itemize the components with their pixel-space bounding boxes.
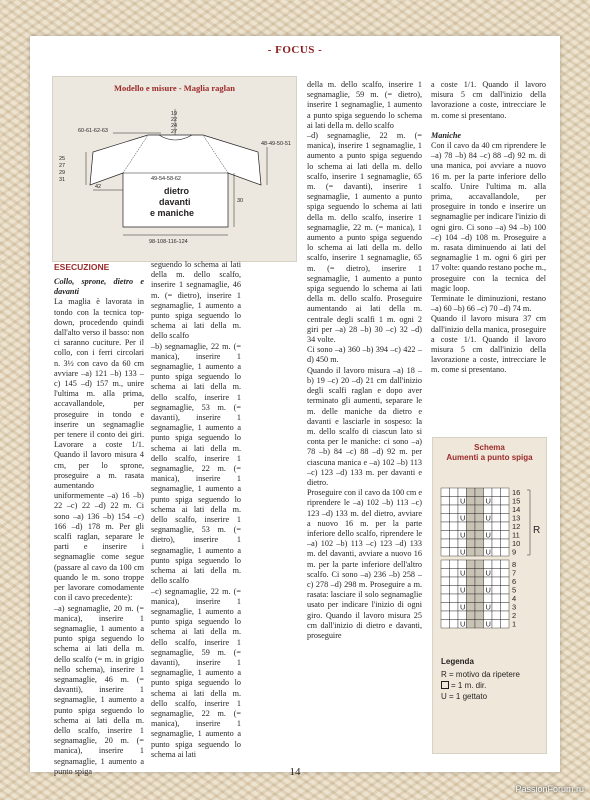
chart-cell xyxy=(475,603,484,612)
yarnover-mark: U xyxy=(485,602,491,612)
row-number: 10 xyxy=(512,539,521,548)
chart-cell xyxy=(458,539,467,548)
chart-cell xyxy=(450,620,459,629)
chart-cell xyxy=(450,505,459,514)
chart-cell xyxy=(501,620,510,629)
chart-cell xyxy=(475,539,484,548)
chart-cell xyxy=(475,594,484,603)
yarnover-mark: U xyxy=(485,619,491,629)
column-3-text: della m. dello scalfo, inserire 1 segnamaglie, 59 m. (= dietro), inserire 1 segnamaglie, 1 aumento a punto spiga seguendo lo schema ai lati della m. dello scalfo –d) segnamaglie, 22 m. (= manica), inserire 1 segnamaglie, 1 aumento a punto spiga seguendo lo schema ai lati della m. dello scalfo, inserire 1 segnamaglie, 65 m. (= davanti), inserire 1 segnamaglie, 1 aumento a punto spiga seguendo lo schema ai lati della m. dello scalfo, inserire 1 segnamaglie, 22 m. (= manica), 1 aumento a punto spiga seguendo lo schema ai lati della m. dello scalfo, inserire 1 segnamaglie, 65 m. (= dietro), inserire 1 segnamaglie, 1 aumento a punto spiga seguendo lo schema ai lati della m. dello scalfo. Proseguire aumentando ai lati della m. centrale degli scalfi 1 m. ogni 2 giri per –a) 28 –b) 30 –c) 32 –d) 34 volte. Ci sono –a) 360 –b) 394 –c) 422 –d) 450 m. Quando il lavoro misura –a) 18 –b) 19 –c) 20 –d) 21 cm dall'inizio degli scalfi raglan e dopo aver terminato gli aumenti, separare le m. delle maniche da dietro e davanti e lasciarle in sospeso: la m. dello scalfo di ciascun lato si conta per le maniche: ci sono –a) 78 –b) 84 –c) 88 –d) 92 m. per ciascuna manica e –a) 102 –b) 113 –c) 123 –d) 133 m. per davanti e dietro. Proseguire con il cavo da 100 cm e riprendere le –a) 102 –b) 113 –c) 123 –d) 133 m. del dietro, avviare a nuovo 16 m. per la parte inferiore dello scalfo, riprendere le –a) 102 –b) 113 –c) 123 –d) 133 m. del davanti, avviare a nuovo 16 m. per la parte inferiore dell'altro scalfo. Ci sono –a) 236 –b) 258 –c) 278 –d) 298 m. Proseguire a m. rasata: lasciare il solo segnamaglie usato per indicare l'inizio di ogni giro. Quando il lavoro misura 25 cm dall'inizio di dietro e davanti, proseguire xyxy=(307,80,422,640)
chart-cell xyxy=(441,522,450,531)
chart-cell xyxy=(450,611,459,620)
yarnover-mark: U xyxy=(460,513,466,523)
chart-cell xyxy=(492,611,501,620)
chart-cell xyxy=(492,497,501,506)
row-number: 4 xyxy=(512,594,517,603)
chart-cell xyxy=(475,522,484,531)
armhole-b: 27 xyxy=(59,163,66,169)
chart-cell xyxy=(475,620,484,629)
chart-cell xyxy=(501,488,510,497)
chart-cell xyxy=(458,577,467,586)
chart-cell xyxy=(475,514,484,523)
chart-cell xyxy=(475,569,484,578)
armhole-c: 29 xyxy=(59,170,66,176)
chart-cell xyxy=(450,560,459,569)
section-header: - FOCUS - xyxy=(267,44,323,56)
chart-cell xyxy=(484,611,493,620)
chart-cell xyxy=(467,586,476,595)
body-length-label: 30 xyxy=(237,198,244,204)
chart-cell xyxy=(441,594,450,603)
row-number: 7 xyxy=(512,568,517,578)
text-column-4 xyxy=(431,80,546,376)
neck-width-label: 60-61-62-63 xyxy=(78,128,108,134)
chart-cell xyxy=(492,505,501,514)
chart-cell xyxy=(458,560,467,569)
yarnover-mark: U xyxy=(485,496,491,506)
chart-cell xyxy=(492,603,501,612)
chart-cell xyxy=(450,497,459,506)
row-number: 16 xyxy=(512,488,521,497)
chart-cell xyxy=(450,594,459,603)
chart-cell xyxy=(501,505,510,514)
text-column-1 xyxy=(54,277,144,777)
column-4-text: Con il cavo da 40 cm riprendere le –a) 78 –b) 84 –c) 88 –d) 92 m. di una manica, poi avviare a nuovo 16 m. per la parte inferiore dello scalfo. Unire l'ultima m. alla prima, accavallandole, per proseguire in tondo e inserire un segnamaglie per indicare l'inizio di ogni giro. Ci sono –a) 94 –b) 100 –c) 104 –d) 108 m. Proseguire a m. rasata diminuendo ai lati del segnamaglie 1 m. ogni 6 giri per 17 volte: quando restano poche m., proseguire con la tecnica del magic loop. Terminate le diminuzioni, restano –a) 60 –b) 66 –c) 70 –d) 74 m. Quando il lavoro misura 37 cm dall'inizio della manica, proseguire a coste 1/1. Quando il lavoro misura 5 cm dall'inizio della lavorazione a coste, intrecciare le m. come si presentano. xyxy=(431,141,546,375)
chart-cell xyxy=(492,488,501,497)
text-column-2 xyxy=(151,260,241,760)
chart-cell xyxy=(484,488,493,497)
chart-cell xyxy=(441,514,450,523)
body-width-label: 49-54-58-62 xyxy=(151,176,181,182)
chart-cell xyxy=(441,603,450,612)
chart-cell xyxy=(501,514,510,523)
yarnover-mark: U xyxy=(485,568,491,578)
repeat-label: R xyxy=(533,525,541,536)
chart-cell xyxy=(492,548,501,557)
yarnover-mark: U xyxy=(460,496,466,506)
subheading-collo: Collo, sprone, dietro e davanti xyxy=(54,277,144,297)
chart-cell xyxy=(450,539,459,548)
legend-knit xyxy=(441,680,545,691)
knit-square-icon xyxy=(441,681,449,689)
yarnover-mark: U xyxy=(460,547,466,557)
chart-cell xyxy=(467,560,476,569)
chart-cell xyxy=(484,594,493,603)
row-number: 15 xyxy=(512,496,521,506)
chart-cell xyxy=(484,539,493,548)
schema-title-line2: Aumenti a punto spiga xyxy=(446,453,533,462)
chart-cell xyxy=(458,488,467,497)
row-number: 5 xyxy=(512,585,517,595)
chart-cell xyxy=(501,548,510,557)
row-number: 1 xyxy=(512,619,517,629)
chart-cell xyxy=(441,577,450,586)
chart-cell xyxy=(467,548,476,557)
chart-cell xyxy=(441,505,450,514)
section-title: ESECUZIONE xyxy=(54,262,110,272)
row-number: 8 xyxy=(512,560,517,569)
chart-cell xyxy=(501,522,510,531)
chart-cell xyxy=(467,594,476,603)
neck-depth-a: 19 xyxy=(171,111,178,117)
chart-cell xyxy=(467,539,476,548)
chart-cell xyxy=(492,569,501,578)
column-2-text: seguendo lo schema ai lati della m. dello scalfo, inserire 1 segnamaglie, 46 m. (= dietro), inserire 1 segnamaglie, 1 aumento a punto spiga seguendo lo schema ai lati della m. dello scalfo –b) segnamaglie, 22 m. (= manica), inserire 1 segnamaglie, 1 aumento a punto spiga seguendo lo schema ai lati della m. dello scalfo, inserire 1 segnamaglie, 53 m. (= davanti), inserire 1 segnamaglie, 1 aumento a punto spiga seguendo lo schema ai lati della m. dello scalfo, inserire 1 segnamaglie, 22 m. (= manica), inserire 1 segnamaglie, 1 aumento a punto spiga seguendo lo schema ai lati della m. dello scalfo, inserire 1 segnamaglie, 53 m. (= dietro), inserire 1 segnamaglie, 1 aumento a punto spiga seguendo lo schema ai lati della m. dello scalfo –c) segnamaglie, 22 m. (= manica), inserire 1 segnamaglie, 1 aumento a punto spiga seguendo lo schema ai lati della m. dello scalfo, inserire 1 segnamaglie, 59 m. (= davanti), inserire 1 segnamaglie, 1 aumento a punto spiga seguendo lo schema ai lati della m. dello scalfo, inserire 1 segnamaglie, 22 m. (= manica), inserire 1 segnamaglie, 1 aumento a punto spiga seguendo lo schema ai lati xyxy=(151,260,241,759)
row-number: 2 xyxy=(512,611,517,620)
chart-cell xyxy=(501,497,510,506)
chart-cell xyxy=(467,505,476,514)
chart-cell xyxy=(492,539,501,548)
text-column-3 xyxy=(307,80,422,641)
chart-cell xyxy=(492,594,501,603)
legend-text-r: = motivo da ripetere xyxy=(449,670,520,679)
yarnover-mark: U xyxy=(485,547,491,557)
piece-label-2: davanti xyxy=(159,197,191,207)
neck-depth-b: 22 xyxy=(171,117,178,123)
chart-cell xyxy=(501,603,510,612)
stitch-schema xyxy=(432,437,547,754)
yarnover-mark: U xyxy=(485,513,491,523)
chart-cell xyxy=(475,531,484,540)
yarnover-mark: U xyxy=(485,530,491,540)
chart-cell xyxy=(484,522,493,531)
chart-cell xyxy=(475,488,484,497)
column-1-text: La maglia è lavorata in tondo con la tecnica top-down, procedendo quindi dall'alto verso il basso: non ci saranno cuciture. Per il collo, con i ferri circolari n. 3½ con cavo da 60 cm avviare –a) 121 –b) 133 –c) 145 –d) 157 m., unire l'ultima m. alla prima, accavallandole, per proseguire in tondo e inserire un segnamaglie per tenere il conto dei giri. Lavorare a coste 1/1. Quando il lavoro misura 4 cm, per lo sprone, proseguire a m. rasata aumentando uniformemente –a) 16 –b) 22 –c) 22 –d) 22 m. Ci sono –a) 136 –b) 154 –c) 166 –d) 178 m. Per gli scalfi raglan, separare le parti e inserire i segnamaglie come segue (passare al cavo da 100 cm quando le m. sono troppe per lavorare comodamente con il cavo precedente): –a) segnamaglie, 20 m. (= manica), inserire 1 segnamaglie, 1 aumento a punto spiga seguendo lo schema ai lati della m. dello scalfo (= m. in grigio nello schema), inserire 1 segnamaglie, 46 m. (= davanti), inserire 1 segnamaglie, 1 aumento a punto spiga seguendo lo schema ai lati della m. dello scalfo, inserire 1 segnamaglie, 20 m. (= manica), inserire 1 segnamaglie, 1 aumento a punto spiga xyxy=(54,297,144,776)
chart-cell xyxy=(441,539,450,548)
chart-cell xyxy=(441,586,450,595)
schema-title-line1: Schema xyxy=(474,443,505,452)
legend-text-u: = 1 gettato xyxy=(449,692,488,701)
row-number: 9 xyxy=(512,547,517,557)
chart-cell xyxy=(492,514,501,523)
chart-cell xyxy=(492,620,501,629)
row-number: 12 xyxy=(512,522,521,531)
sleeve-length-label: 42 xyxy=(95,184,102,190)
chart-cell xyxy=(501,611,510,620)
chart-cell xyxy=(484,577,493,586)
chart-cell xyxy=(450,531,459,540)
row-number: 14 xyxy=(512,505,521,514)
yarnover-mark: U xyxy=(485,585,491,595)
chart-cell xyxy=(501,577,510,586)
chart-cell xyxy=(475,577,484,586)
chart-cell xyxy=(441,560,450,569)
yarnover-mark: U xyxy=(460,585,466,595)
stitch-chart xyxy=(433,438,548,653)
chart-cell xyxy=(441,497,450,506)
chart-cell xyxy=(501,594,510,603)
chart-cell xyxy=(501,569,510,578)
diagram-title: Modello e misure - Maglia raglan xyxy=(114,83,235,93)
chart-cell xyxy=(501,586,510,595)
neck-depth-d: 27 xyxy=(171,129,178,135)
row-number: 6 xyxy=(512,577,517,586)
chart-cell xyxy=(450,569,459,578)
piece-label-3: e maniche xyxy=(150,208,195,218)
chart-cell xyxy=(492,586,501,595)
legend-text-knit: = 1 m. dir. xyxy=(451,681,487,690)
chart-cell xyxy=(467,569,476,578)
row-number: 3 xyxy=(512,602,517,612)
hem-width-label: 98-108-116-124 xyxy=(149,239,188,245)
chart-cell xyxy=(467,531,476,540)
legend-symbol-r: R xyxy=(441,670,447,679)
chart-cell xyxy=(450,522,459,531)
chart-cell xyxy=(467,522,476,531)
chart-cell xyxy=(441,488,450,497)
column-4-intro: a coste 1/1. Quando il lavoro misura 5 cm dall'inizio della lavorazione a coste, intrecciare le m. come si presentano. xyxy=(431,80,546,120)
yarnover-mark: U xyxy=(460,602,466,612)
schema-legend xyxy=(441,656,545,702)
chart-cell xyxy=(450,514,459,523)
chart-cell xyxy=(501,539,510,548)
chart-cell xyxy=(484,505,493,514)
legend-symbol-u: U xyxy=(441,692,447,701)
chart-cell xyxy=(458,611,467,620)
chart-cell xyxy=(441,569,450,578)
chart-cell xyxy=(492,560,501,569)
yarnover-mark: U xyxy=(460,530,466,540)
chart-cell xyxy=(450,577,459,586)
chart-cell xyxy=(441,548,450,557)
chart-cell xyxy=(441,611,450,620)
legend-yarnover xyxy=(441,691,545,702)
chart-cell xyxy=(467,514,476,523)
chart-cell xyxy=(458,522,467,531)
legend-title: Legenda xyxy=(441,657,474,666)
chart-cell xyxy=(441,620,450,629)
neck-depth-c: 24 xyxy=(171,123,178,129)
chart-cell xyxy=(492,531,501,540)
chart-cell xyxy=(467,620,476,629)
row-number: 13 xyxy=(512,513,521,523)
chart-cell xyxy=(467,603,476,612)
chart-cell xyxy=(501,560,510,569)
legend-repeat xyxy=(441,669,545,680)
chart-cell xyxy=(450,603,459,612)
yarnover-mark: U xyxy=(460,619,466,629)
measurement-diagram xyxy=(52,76,297,262)
repeat-bracket xyxy=(527,490,530,555)
chart-cell xyxy=(492,522,501,531)
chart-cell xyxy=(475,586,484,595)
chart-cell xyxy=(450,488,459,497)
chart-cell xyxy=(441,531,450,540)
chart-cell xyxy=(475,611,484,620)
chart-cell xyxy=(458,505,467,514)
chart-cell xyxy=(475,505,484,514)
chart-cell xyxy=(450,586,459,595)
armhole-d: 31 xyxy=(59,177,66,183)
chart-cell xyxy=(475,560,484,569)
piece-label-1: dietro xyxy=(164,186,190,196)
watermark: PassionForum.ru xyxy=(515,784,584,794)
chart-cell xyxy=(501,531,510,540)
chart-cell xyxy=(467,577,476,586)
chart-cell xyxy=(475,548,484,557)
subheading-maniche: Maniche xyxy=(431,130,462,140)
page-number: 14 xyxy=(289,766,301,778)
sleeve-width-label: 48-49-50-51 xyxy=(261,141,291,147)
yarnover-mark: U xyxy=(460,568,466,578)
armhole-a: 25 xyxy=(59,156,66,162)
chart-cell xyxy=(467,488,476,497)
chart-cell xyxy=(467,611,476,620)
chart-cell xyxy=(467,497,476,506)
sweater-schematic xyxy=(53,77,298,263)
chart-cell xyxy=(450,548,459,557)
row-number: 11 xyxy=(512,530,520,540)
chart-cell xyxy=(458,594,467,603)
chart-cell xyxy=(475,497,484,506)
chart-cell xyxy=(484,560,493,569)
chart-cell xyxy=(492,577,501,586)
